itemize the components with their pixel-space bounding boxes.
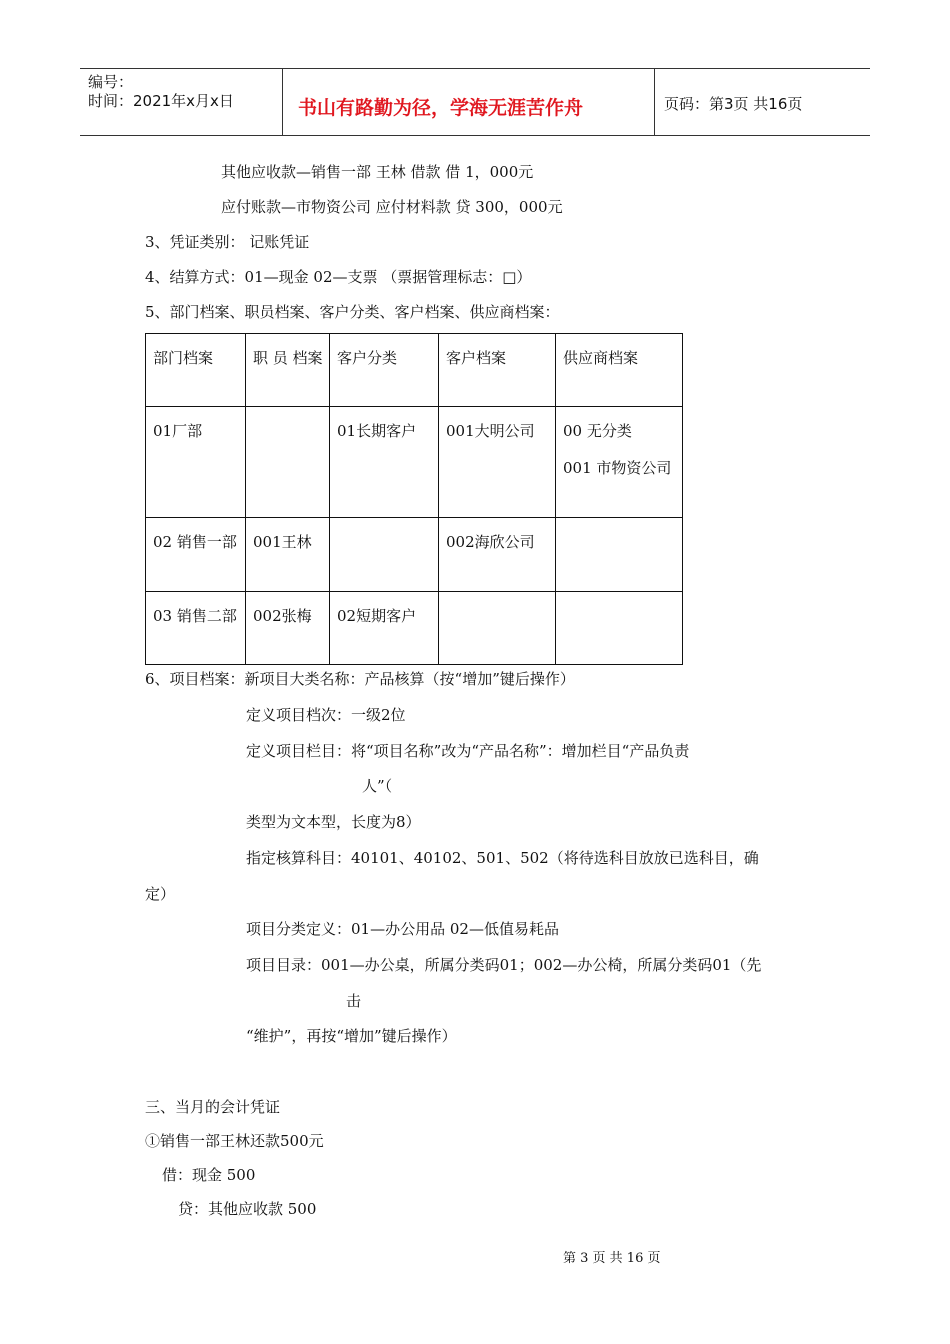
table-cell: 002张梅 xyxy=(246,592,330,665)
table-header-row xyxy=(146,334,683,407)
footer-page-number: 第 3 页 共 16 页 xyxy=(563,1251,661,1266)
header-page-label: 页码：第3页 共16页 xyxy=(664,95,803,113)
entry-line-1: 其他应收款—销售一部 王林 借款 借 1，000元 xyxy=(221,163,534,181)
table-row xyxy=(146,518,683,592)
supplier-item: 00 无分类 xyxy=(563,422,632,440)
table-header-cell: 部门档案 xyxy=(146,334,246,407)
table-cell: 01长期客户 xyxy=(330,407,439,518)
table-cell: 02 销售一部 xyxy=(146,518,246,592)
table-header-cell: 供应商档案 xyxy=(556,334,683,407)
table-row xyxy=(146,592,683,665)
table-cell: 002海欣公司 xyxy=(439,518,556,592)
item-4-settlement: 4、结算方式：01—现金 02—支票 （票据管理标志：□） xyxy=(145,268,532,286)
table-header-cell: 客户分类 xyxy=(330,334,439,407)
table-cell xyxy=(246,407,330,518)
project-column-line-b: 人”（ xyxy=(362,777,393,795)
header-divider-left xyxy=(282,68,283,135)
section-3-debit: 借：现金 500 xyxy=(162,1166,256,1184)
project-level: 定义项目档次：一级2位 xyxy=(246,706,406,724)
project-catalog-line-b: 击 xyxy=(346,992,362,1010)
header-bottom-rule xyxy=(80,135,870,136)
table-cell xyxy=(556,592,683,665)
section-3-item-1: ①销售一部王林还款500元 xyxy=(145,1132,324,1150)
table-cell: 02短期客户 xyxy=(330,592,439,665)
project-column-line-c: 类型为文本型，长度为8） xyxy=(246,813,421,831)
project-catalog-line-c: “维护”，再按“增加”键后操作） xyxy=(246,1027,457,1045)
table-header-cell: 客户档案 xyxy=(439,334,556,407)
table-cell xyxy=(330,518,439,592)
header-time-label: 时间：2021年x月x日 xyxy=(88,92,234,110)
project-column-line-a: 定义项目栏目：将“项目名称”改为“产品名称”：增加栏目“产品负责 xyxy=(246,742,690,760)
item-3-voucher-type: 3、凭证类别： 记账凭证 xyxy=(145,233,310,251)
header-top-rule xyxy=(80,68,870,69)
project-catalog-line-a: 项目目录：001—办公桌，所属分类码01；002—办公椅，所属分类码01（先 xyxy=(246,956,762,974)
table-cell: 03 销售二部 xyxy=(146,592,246,665)
project-subject-line-b: 定） xyxy=(145,885,176,903)
header-motto: 书山有路勤为径，学海无涯苦作舟 xyxy=(298,97,584,119)
table-cell xyxy=(556,518,683,592)
header-number-label: 编号： xyxy=(88,73,134,91)
item-6-project-title: 6、项目档案：新项目大类名称：产品核算（按“增加”键后操作） xyxy=(145,670,575,688)
table-cell: 01厂部 xyxy=(146,407,246,518)
table-row xyxy=(146,407,683,518)
supplier-item: 001 市物资公司 xyxy=(563,459,672,477)
header-divider-right xyxy=(654,68,655,135)
table-cell xyxy=(439,592,556,665)
section-3-credit: 贷：其他应收款 500 xyxy=(178,1200,317,1218)
project-subject-line-a: 指定核算科目：40101、40102、501、502（将待选科目放放已选科目，确 xyxy=(246,849,759,867)
archive-table xyxy=(145,333,683,665)
table-header-cell: 职 员 档案 xyxy=(246,334,330,407)
table-cell: 001大明公司 xyxy=(439,407,556,518)
section-3-title: 三、当月的会计凭证 xyxy=(145,1098,281,1116)
item-5-archives: 5、部门档案、职员档案、客户分类、客户档案、供应商档案： xyxy=(145,303,560,321)
table-cell: 001王林 xyxy=(246,518,330,592)
entry-line-2: 应付账款—市物资公司 应付材料款 贷 300，000元 xyxy=(221,198,563,216)
project-class-definition: 项目分类定义：01—办公用品 02—低值易耗品 xyxy=(246,920,559,938)
table-cell-supplier xyxy=(556,407,683,518)
